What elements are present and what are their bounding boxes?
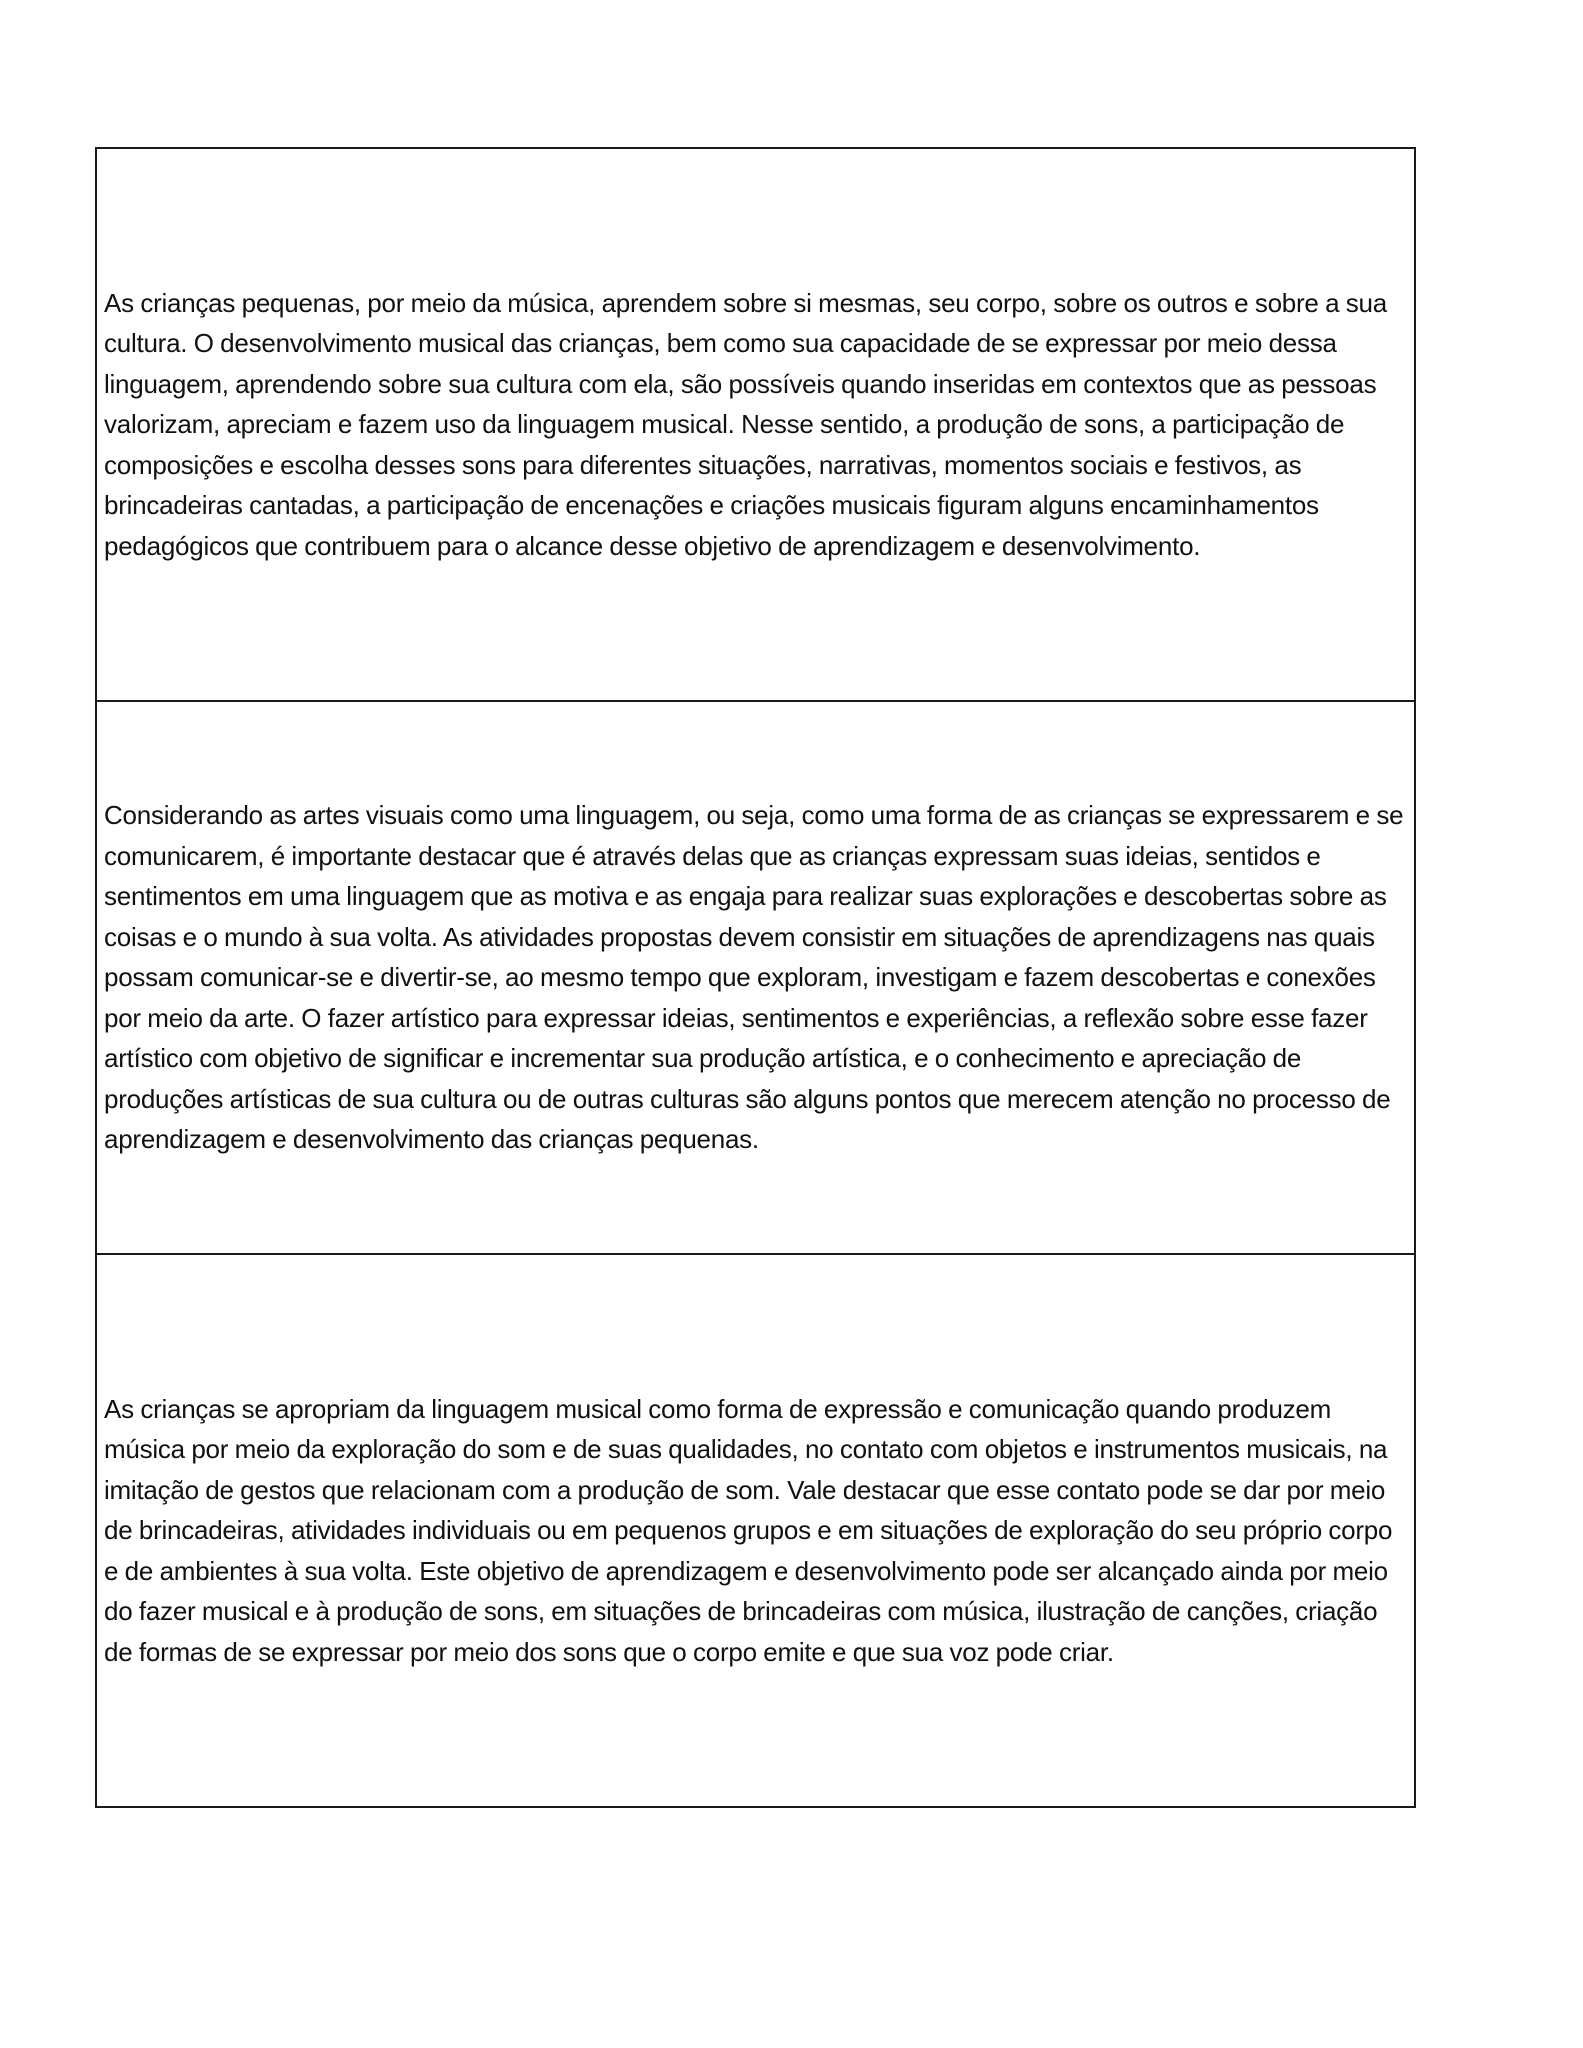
table-cell-musica-criancas: [97, 149, 1414, 702]
cell-paragraph: Considerando as artes visuais como uma linguagem, ou seja, como uma forma de as crianças se expressarem e se comunicarem, é importante destacar que é através delas que as crianças expressam suas ideias, sentidos e sentimentos em uma linguagem que as motiva e as engaja para realizar suas explorações e descobertas sobre as coisas e o mundo à sua volta. As atividades propostas devem consistir em situações de aprendizagens nas quais possam comunicar-se e divertir-se, ao mesmo tempo que exploram, investigam e fazem descobertas e conexões por meio da arte. O fazer artístico para expressar ideias, sentimentos e experiências, a reflexão sobre esse fazer artístico com objetivo de significar e incrementar sua produção artística, e o conhecimento e apreciação de produções artísticas de sua cultura ou de outras culturas são alguns pontos que merecem atenção no processo de aprendizagem e desenvolvimento das crianças pequenas.: [104, 800, 1404, 1155]
table-cell-artes-visuais: [97, 702, 1414, 1255]
cell-paragraph: As crianças se apropriam da linguagem musical como forma de expressão e comunicação quando produzem música por meio da exploração do som e de suas qualidades, no contato com objetos e instrumentos musicais, na imitação de gestos que relacionam com a produção de som. Vale destacar que esse contato pode se dar por meio de brincadeiras, atividades individuais ou em pequenos grupos e em situações de exploração do seu próprio corpo e de ambientes à sua volta. Este objetivo de aprendizagem e desenvolvimento pode ser alcançado ainda por meio do fazer musical e à produção de sons, em situações de brincadeiras com música, ilustração de canções, criação de formas de se expressar por meio dos sons que o corpo emite e que sua voz pode criar.: [104, 1393, 1393, 1667]
table-cell-linguagem-musical: [97, 1255, 1414, 1806]
cell-paragraph: As crianças pequenas, por meio da música, aprendem sobre si mesmas, seu corpo, sobre os outros e sobre a sua cultura. O desenvolvimento musical das crianças, bem como sua capacidade de se expressar por meio dessa linguagem, aprendendo sobre sua cultura com ela, são possíveis quando inseridas em contextos que as pessoas valorizam, apreciam e fazem uso da linguagem musical. Nesse sentido, a produção de sons, a participação de composições e escolha desses sons para diferentes situações, narrativas, momentos sociais e festivos, as brincadeiras cantadas, a participação de encenações e criações musicais figuram alguns encaminhamentos pedagógicos que contribuem para o alcance desse objetivo de aprendizagem e desenvolvimento.: [104, 287, 1387, 561]
text-table: [95, 147, 1416, 1808]
